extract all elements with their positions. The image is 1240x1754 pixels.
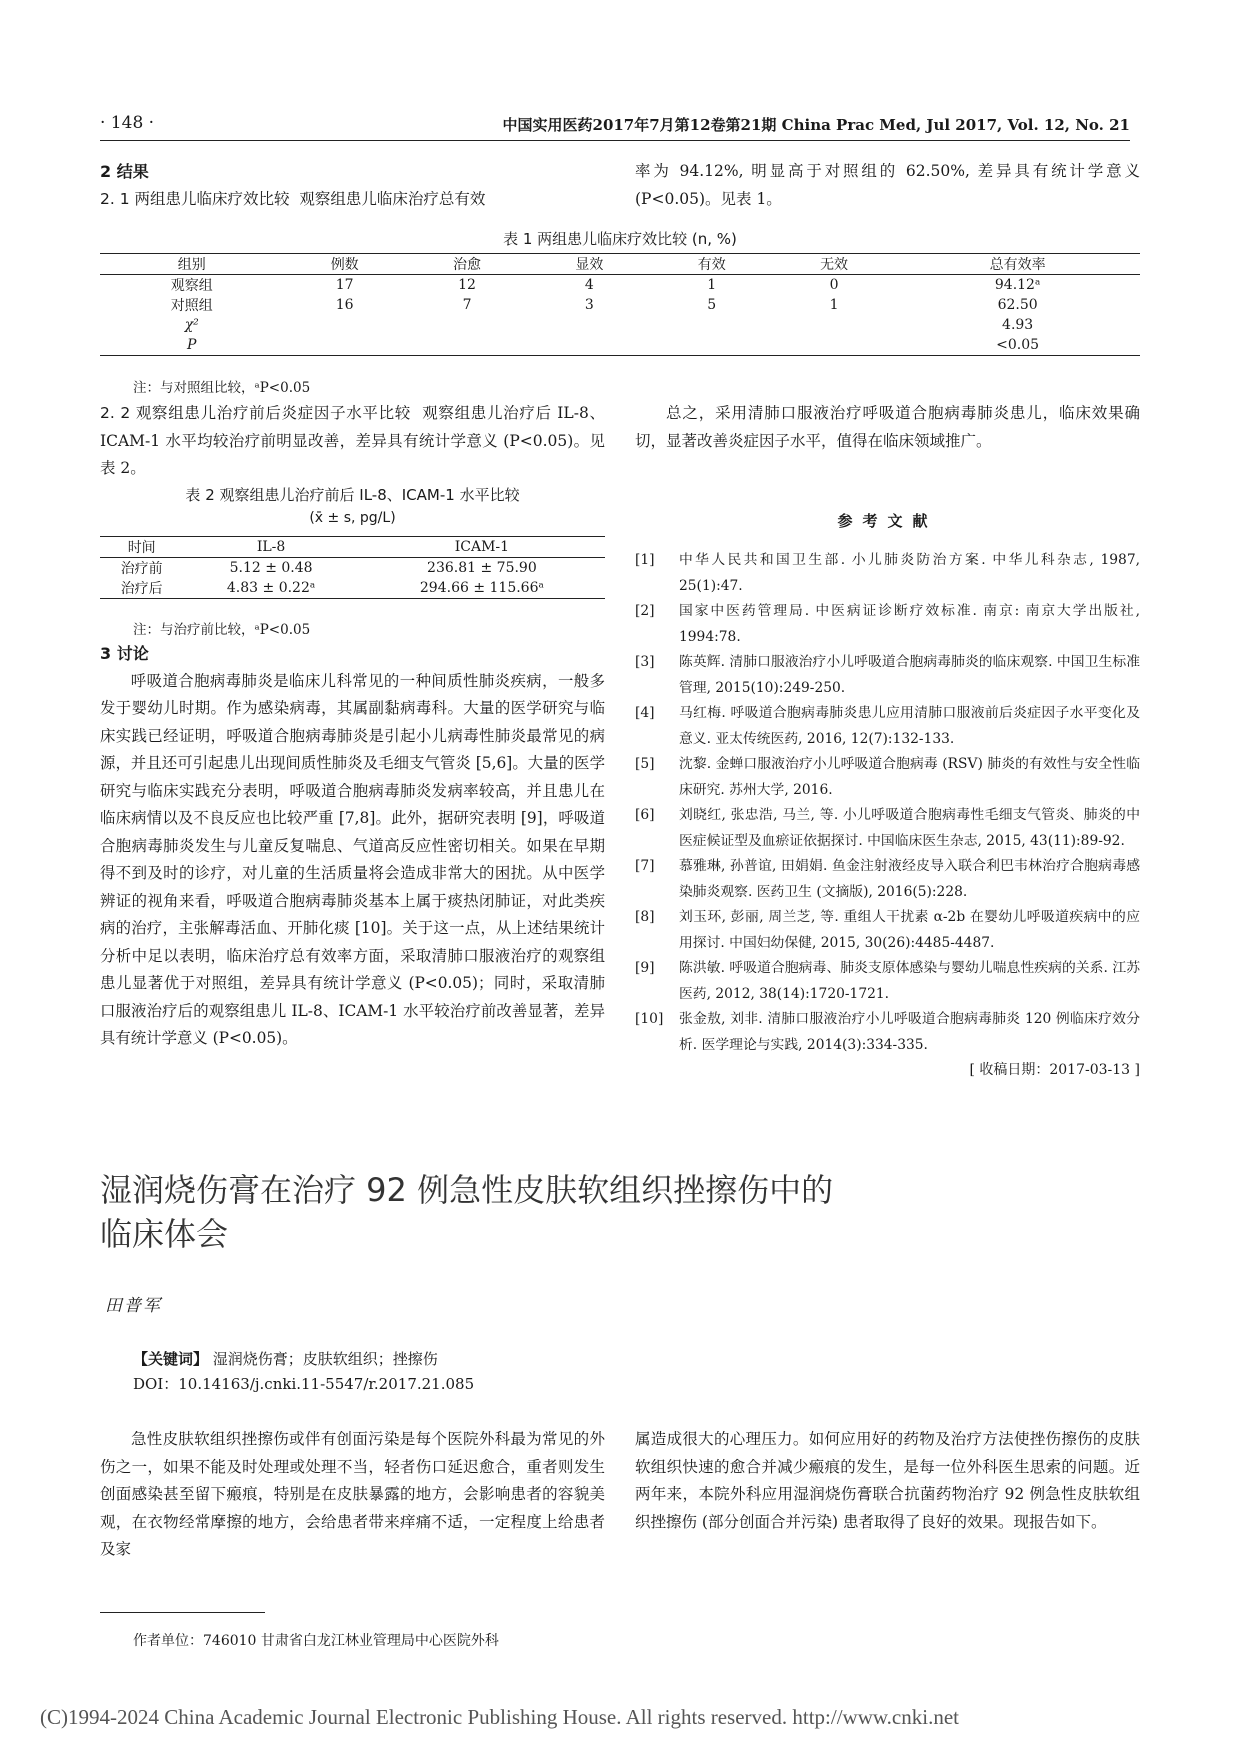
article-title-line1: 湿润烧伤膏在治疗 92 例急性皮肤软组织挫擦伤中的 xyxy=(100,1171,834,1209)
table-cell xyxy=(651,315,773,335)
s22-title: 2. 2 观察组患儿治疗前后炎症因子水平比较 xyxy=(100,404,411,422)
table-cell: χ² xyxy=(184,317,199,333)
reference-item xyxy=(635,599,1140,650)
reference-item xyxy=(635,701,1140,752)
s21-text-right: 率为 94.12%, 明显高于对照组的 62.50%, 差异具有统计学意义 (P<0.05)。见表 1。 xyxy=(635,162,1140,208)
table-row xyxy=(100,558,605,579)
reference-item xyxy=(635,854,1140,905)
table-cell: 294.66 ± 115.66ᵃ xyxy=(419,580,544,596)
table-cell: 236.81 ± 75.90 xyxy=(427,560,537,576)
table-cell: P xyxy=(187,336,197,353)
conclusion-paragraph: 总之，采用清肺口服液治疗呼吸道合胞病毒肺炎患儿，临床效果确切，显著改善炎症因子水平，值得在临床领域推广。 xyxy=(635,404,1140,450)
table-cell: 94.12ᵃ xyxy=(994,277,1041,293)
s22-text: 观察组患儿治疗后 IL-8、ICAM-1 水平均较治疗前明显改善，差异具有统计学意义 (P<0.05)。见表 2。 xyxy=(100,404,605,477)
article2-body-right: 属造成很大的心理压力。如何应用好的药物及治疗方法使挫伤擦伤的皮肤软组织快速的愈合并减少瘢痕的发生，是每一位外科医生思索的问题。近两年来，本院外科应用湿润烧伤膏联合抗菌药物治疗 92 例急性皮肤软组织挫擦伤 (部分创面合并污染) 患者取得了良好的效果。现报告如下。 xyxy=(635,1430,1140,1531)
table2-header: ICAM-1 xyxy=(454,539,510,555)
table2-header: 时间 xyxy=(127,540,156,556)
received-date: [ 收稿日期：2017-03-13 ] xyxy=(969,1062,1140,1078)
article-title-line2: 临床体会 xyxy=(100,1215,229,1253)
table-cell: 17 xyxy=(335,277,354,293)
table-cell: 1 xyxy=(707,277,717,293)
keywords-block xyxy=(133,1347,474,1397)
table-cell xyxy=(651,335,773,355)
table1-header: 治愈 xyxy=(453,257,482,273)
doi-text: DOI：10.14163/j.cnki.11-5547/r.2017.21.085 xyxy=(133,1375,475,1393)
table-row xyxy=(100,335,1140,355)
reference-number: [4] xyxy=(635,705,655,721)
footnote-rule xyxy=(100,1612,265,1613)
table1-caption: 表 1 两组患儿临床疗效比较 (n, %) xyxy=(503,230,737,248)
table-cell: 观察组 xyxy=(170,278,213,294)
reference-text: 刘玉环, 彭丽, 周兰芝, 等. 重组人干扰素 α-2b 在婴幼儿呼吸道疾病中的应用探讨. 中国妇幼保健, 2015, 30(26):4485-4487. xyxy=(679,909,1140,951)
reference-item xyxy=(635,803,1140,854)
header-rule xyxy=(100,140,1130,141)
reference-number: [1] xyxy=(635,552,655,568)
article-author: 田普军 xyxy=(105,1296,162,1316)
table-cell: 治疗后 xyxy=(120,581,163,597)
reference-number: [9] xyxy=(635,960,655,976)
table-row xyxy=(100,315,1140,335)
table-row xyxy=(100,275,1140,296)
table2-header-row xyxy=(100,537,605,558)
table2-note: 注：与治疗前比较，ᵃP<0.05 xyxy=(133,622,311,638)
table-cell: 3 xyxy=(584,297,594,313)
reference-text: 陈洪敏. 呼吸道合胞病毒、肺炎支原体感染与婴幼儿喘息性疾病的关系. 江苏医药, 2012, 38(14):1720-1721. xyxy=(679,960,1140,1002)
table-cell xyxy=(406,335,528,355)
table-cell: <0.05 xyxy=(996,336,1040,353)
table-row xyxy=(100,295,1140,315)
references-list xyxy=(635,548,1140,1083)
keywords-label: 【关键词】 xyxy=(133,1350,209,1368)
copyright-line: (C)1994-2024 China Academic Journal Electronic Publishing House. All rights reserved. http://www.cnki.net xyxy=(40,1705,959,1729)
article2-body-left: 急性皮肤软组织挫擦伤或伴有创面污染是每个医院外科最为常见的外伤之一，如果不能及时处理或处理不当，轻者伤口延迟愈合，重者则发生创面感染甚至留下瘢痕，特别是在皮肤暴露的地方，会影响患者的容貌美观，在衣物经常摩擦的地方，会给患者带来痒痛不适，一定程度上给患者及家 xyxy=(100,1430,605,1558)
table2 xyxy=(100,536,605,599)
table-row xyxy=(100,578,605,599)
table-cell: 5 xyxy=(707,297,717,313)
discussion-paragraph: 呼吸道合胞病毒肺炎是临床儿科常见的一种间质性肺炎疾病，一般多发于婴幼儿时期。作为感染病毒，其属副黏病毒科。大量的医学研究与临床实践已经证明，呼吸道合胞病毒肺炎是引起小儿病毒性肺炎最常见的病源，并且还可引起患儿出现间质性肺炎及毛细支气管炎 [5,6]。大量的医学研究与临床实践充分表明，呼吸道合胞病毒肺炎发病率较高，并且患儿在临床病情以及不良反应也比较严重 [7,8]。此外，据研究表明 [9]，呼吸道合胞病毒肺炎发生与儿童反复喘息、气道高反应性密切相关。如果在早期得不到及时的诊疗，对儿童的生活质量将会造成非常大的困扰。从中医学辨证的视角来看，呼吸道合胞病毒肺炎基本上属于痰热闭肺证，对此类疾病的治疗，主张解毒活血、开肺化痰 [10]。关于这一点，从上述结果统计分析中足以表明，临床治疗总有效率方面，采取清肺口服液治疗的观察组患儿显著优于对照组，差异具有统计学意义 (P<0.05)；同时，采取清肺口服液治疗后的观察组患儿 IL-8、ICAM-1 水平较治疗前改善显著，差异具有统计学意义 (P<0.05)。 xyxy=(100,671,605,1047)
table1-header: 例数 xyxy=(330,257,359,273)
table1-header: 组别 xyxy=(177,257,206,273)
reference-number: [10] xyxy=(635,1011,664,1027)
reference-item xyxy=(635,1007,1140,1058)
reference-text: 陈英辉. 清肺口服液治疗小儿呼吸道合胞病毒肺炎的临床观察. 中国卫生标准管理, 2015(10):249-250. xyxy=(679,654,1140,696)
reference-number: [7] xyxy=(635,858,655,874)
table-cell: 1 xyxy=(829,297,839,313)
s21-text-left: 观察组患儿临床治疗总有效 xyxy=(299,189,486,208)
table-cell: 7 xyxy=(462,297,472,313)
table1 xyxy=(100,253,1140,356)
table1-header: 无效 xyxy=(820,257,849,273)
results-heading: 2 结果 xyxy=(100,162,149,181)
article-title xyxy=(100,1168,1100,1256)
table-cell xyxy=(773,315,895,335)
page-number: · 148 · xyxy=(100,113,155,133)
author-affiliation: 作者单位：746010 甘肃省白龙江林业管理局中心医院外科 xyxy=(133,1633,499,1649)
table-cell xyxy=(528,315,650,335)
table-cell: 62.50 xyxy=(997,297,1038,313)
table-cell xyxy=(406,315,528,335)
table-cell xyxy=(773,335,895,355)
s22-block xyxy=(100,400,605,483)
table-cell: 4.83 ± 0.22ᵃ xyxy=(226,580,316,596)
keywords-text: 湿润烧伤膏；皮肤软组织；挫擦伤 xyxy=(212,1350,438,1368)
journal-header: 中国实用医药2017年7月第12卷第21期 China Prac Med, Jul 2017, Vol. 12, No. 21 xyxy=(502,116,1130,134)
reference-text: 马红梅. 呼吸道合胞病毒肺炎患儿应用清肺口服液前后炎症因子水平变化及意义. 亚太传统医药, 2016, 12(7):132-133. xyxy=(679,705,1140,747)
table-cell: 16 xyxy=(335,297,354,313)
references-heading: 参考文献 xyxy=(837,512,938,530)
reference-item xyxy=(635,905,1140,956)
table1-header: 总有效率 xyxy=(989,257,1046,273)
reference-number: [5] xyxy=(635,756,655,772)
table1-header: 有效 xyxy=(697,257,726,273)
table2-caption: 表 2 观察组患儿治疗前后 IL-8、ICAM-1 水平比较 xyxy=(185,486,520,504)
table-cell: 5.12 ± 0.48 xyxy=(229,560,313,576)
table1-note: 注：与对照组比较，ᵃP<0.05 xyxy=(133,380,311,396)
reference-item xyxy=(635,752,1140,803)
s21-title: 2. 1 两组患儿临床疗效比较 xyxy=(100,189,290,208)
discussion-heading: 3 讨论 xyxy=(100,644,149,663)
discussion-section xyxy=(100,640,605,1053)
reference-number: [2] xyxy=(635,603,655,619)
table-cell xyxy=(528,335,650,355)
reference-text: 慕雅琳, 孙普谊, 田娟娟. 鱼金注射液经皮导入联合利巴韦林治疗合胞病毒感染肺炎观察. 医药卫生 (文摘版), 2016(5):228. xyxy=(679,858,1140,900)
table-cell: 12 xyxy=(458,277,476,293)
reference-text: 国家中医药管理局. 中医病证诊断疗效标准. 南京: 南京大学出版社, 1994:78. xyxy=(679,603,1140,645)
table1-header: 显效 xyxy=(575,257,604,273)
reference-number: [8] xyxy=(635,909,655,925)
table-cell: 4 xyxy=(584,277,594,293)
table-cell: 治疗前 xyxy=(120,561,163,577)
table-cell: 0 xyxy=(829,277,839,293)
table2-unit: (x̄ ± s, pg/L) xyxy=(309,510,396,526)
reference-number: [3] xyxy=(635,654,655,670)
table1-header-row xyxy=(100,254,1140,275)
table-cell xyxy=(284,335,406,355)
reference-item xyxy=(635,956,1140,1007)
table-cell xyxy=(284,315,406,335)
table-cell: 对照组 xyxy=(170,298,213,314)
reference-number: [6] xyxy=(635,807,655,823)
reference-text: 沈黎. 金蝉口服液治疗小儿呼吸道合胞病毒 (RSV) 肺炎的有效性与安全性临床研究. 苏州大学, 2016. xyxy=(679,756,1140,798)
results-section-top xyxy=(100,158,605,213)
table-cell: 4.93 xyxy=(1002,317,1034,333)
reference-text: 中华人民共和国卫生部. 小儿肺炎防治方案. 中华儿科杂志, 1987, 25(1):47. xyxy=(679,552,1140,594)
reference-item xyxy=(635,650,1140,701)
reference-text: 刘晓红, 张忠浩, 马兰, 等. 小儿呼吸道合胞病毒性毛细支气管炎、肺炎的中医症候证型及血瘀证依据探讨. 中国临床医生杂志, 2015, 43(11):89-92. xyxy=(679,807,1140,849)
table2-header: IL-8 xyxy=(256,539,286,555)
reference-text: 张金敖, 刘非. 清肺口服液治疗小儿呼吸道合胞病毒肺炎 120 例临床疗效分析. 医学理论与实践, 2014(3):334-335. xyxy=(679,1011,1140,1053)
reference-item xyxy=(635,548,1140,599)
